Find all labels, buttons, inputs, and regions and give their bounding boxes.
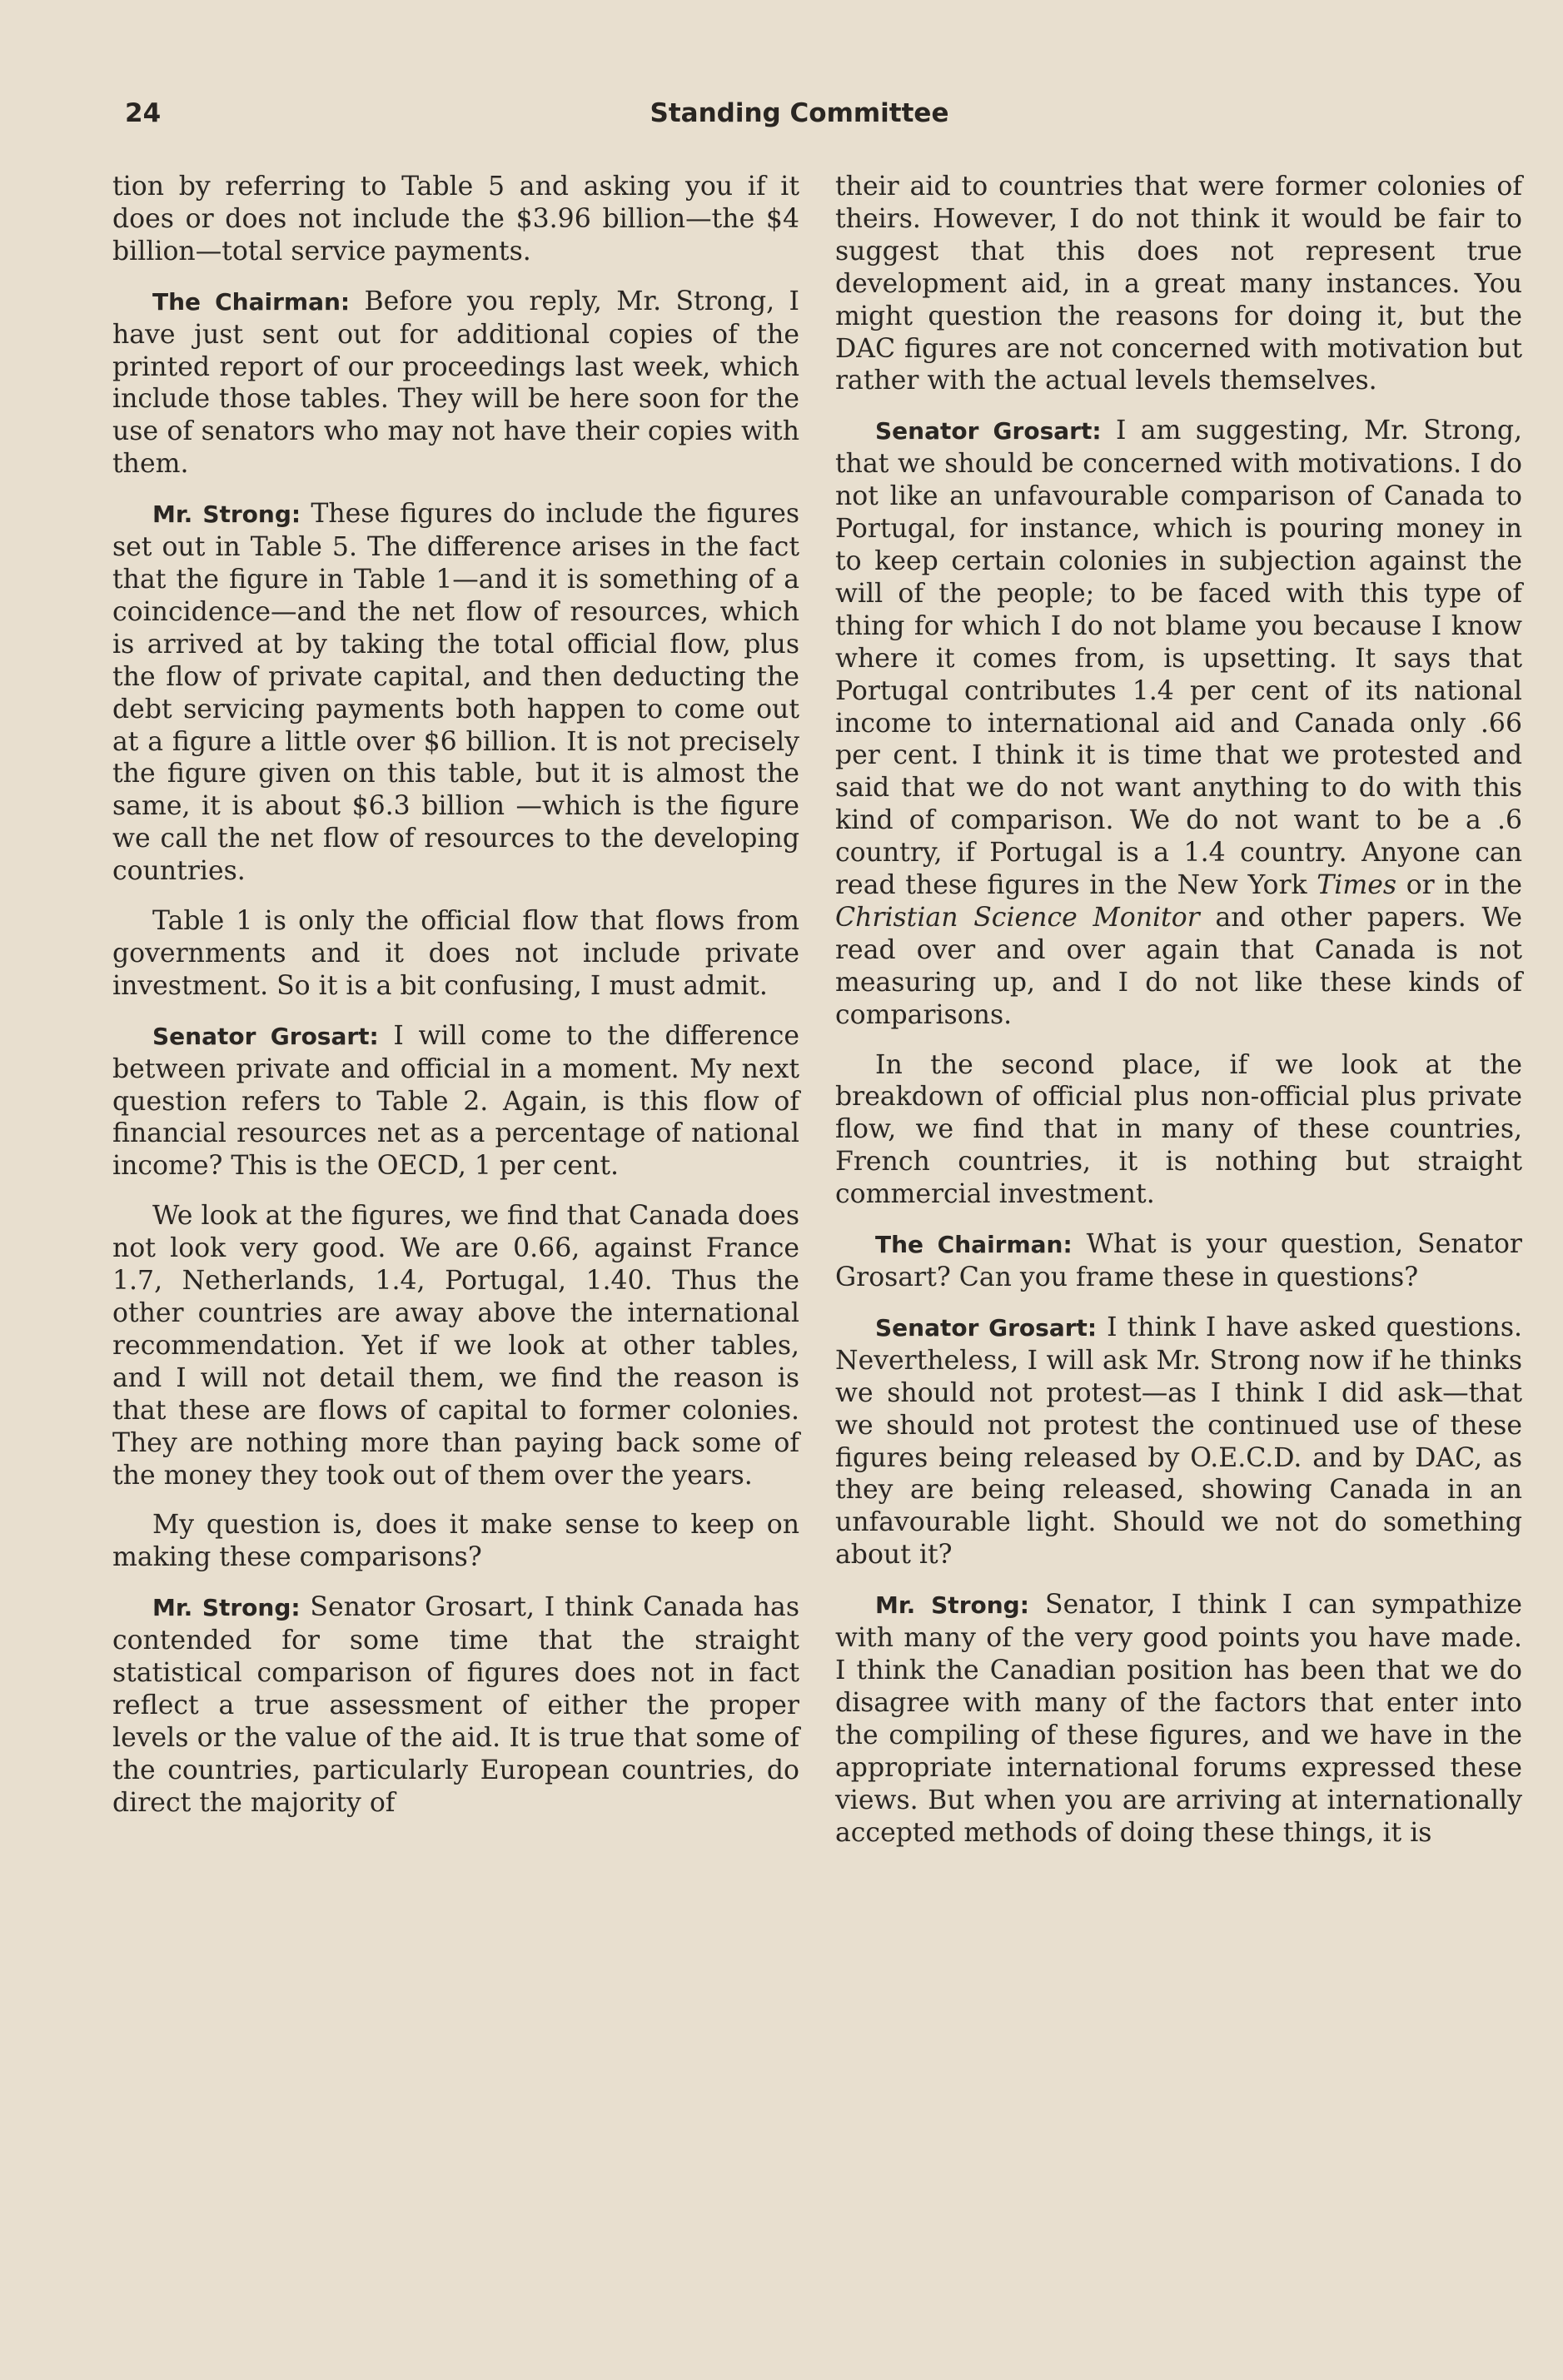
paragraph: [112, 1509, 799, 1574]
speaker-name: Mr. Strong:: [152, 1594, 301, 1622]
paragraph: [112, 171, 799, 268]
paragraph-text: These figures do include the figures set out in Table 5. The difference arises in the fact that the figure in Table 1—and it is something of a coincidence—and the net flow of resources, which is arrived at by taking the total official flow, plus the flow of private capital, and then deducting the debt servicing payments both happen to come out at a figure a little over $6 billion. It is not precisely the figure given on this table, but it is almost the same, it is about $6.3 billion —which is the figure we call the net flow of resources to the developing countries.: [112, 499, 799, 887]
page-header: [125, 98, 1474, 140]
paragraph-text: Table 1 is only the official flow that flows from governments and it does not include private investment. So it is a bit confusing, I must admit.: [112, 906, 799, 1001]
paragraph-text: their aid to countries that were former colonies of theirs. However, I do not think it would be fair to suggest that this does not represent true development aid, in a great many instances. You might question the reasons for doing it, but the DAC figures are not concerned with motivation but rather with the actual levels themselves.: [835, 172, 1522, 396]
paragraph-text: I will come to the difference between private and official in a moment. My next question refers to Table 2. Again, is this flow of financial resources net as a percentage of national income? This is the OECD, 1 per cent.: [112, 1020, 800, 1182]
paragraph-text: tion by referring to Table 5 and asking you if it does or does not include the $3.96 billion—the $4 billion—total service payments.: [112, 172, 799, 266]
speaker-name: Senator Grosart:: [152, 1022, 379, 1050]
paragraph-text: In the second place, if we look at the breakdown of official plus non-official plus private flow, we find that in many of these countries, French countries, it is nothing but straight commercial investment.: [835, 1049, 1522, 1210]
paragraph: [112, 905, 799, 1003]
paragraph: [835, 1228, 1522, 1294]
paragraph: [112, 1020, 799, 1183]
paragraph: [112, 1591, 799, 1819]
paragraph: [835, 415, 1522, 1031]
newspaper-title: Christian Science Monitor: [835, 902, 1200, 933]
paragraph-text: Senator Grosart, I think Canada has contended for some time that the straight statistical comparison of figures does not in fact reflect a true assessment of either the proper levels or the value of the aid. It is true that some of the countries, particularly European countries, do direct the majority of: [112, 1592, 800, 1818]
paragraph: [835, 1049, 1522, 1212]
paragraph: [835, 1312, 1522, 1571]
page-number: 24: [125, 98, 162, 128]
paragraph-text: Senator, I think I can sympathize with many of the very good points you have made. I think the Canadian position has been that we do disagree with many of the factors that enter into the compiling of these figures, and we have in the appropriate international forums expressed these views. But when you are arriving at internationally accepted methods of doing these things, it is: [835, 1590, 1522, 1848]
paragraph-text: My question is, does it make sense to keep on making these comparisons?: [112, 1510, 799, 1573]
paragraph-text: We look at the figures, we find that Canada does not look very good. We are 0.66, against France 1.7, Netherlands, 1.4, Portugal, 1.40. Thus the other countries are away above the international recommendation. Yet if we look at other tables, and I will not detail them, we find the reason is that these are flows of capital to former colonies. They are nothing more than paying back some of the money they took out of them over the years.: [112, 1201, 799, 1491]
speaker-name: The Chairman:: [152, 287, 351, 316]
paragraph: [112, 286, 799, 480]
paragraph-text: or in the: [1406, 870, 1523, 901]
left-column: [112, 171, 799, 1837]
speaker-name: Senator Grosart:: [875, 1313, 1098, 1342]
paragraph-text: What is your question, Senator Grosart? Can you frame these in questions?: [835, 1229, 1522, 1292]
paragraph: [112, 498, 799, 888]
right-column: [835, 171, 1522, 1866]
speaker-name: Senator Grosart:: [875, 417, 1102, 446]
paragraph-text: I think I have asked questions. Nevertheless, I will ask Mr. Strong now if he thinks we should not protest—as I think I did ask—that we should not protest the continued use of these figures being released by O.E.C.D. and by DAC, as they are being released, showing Canada in an unfavourable light. Should we not do something about it?: [835, 1312, 1523, 1571]
paragraph-text: and other papers. We read over and over again that Canada is not measuring up, and I do not like these kinds of comparisons.: [835, 902, 1522, 1030]
paragraph: [112, 1200, 799, 1491]
speaker-name: The Chairman:: [875, 1231, 1073, 1259]
paragraph-text: I am suggesting, Mr. Strong, that we should be concerned with motivations. I do not like an unfavourable comparison of Canada to Portugal, for instance, which is pouring money in to keep certain colonies in subjection against the will of the people; to be faced with this type of thing for which I do not blame you because I know where it comes from, is upsetting. It says that Portugal contributes 1.4 per cent of its national income to international aid and Canada only .66 per cent. I think it is time that we protested and said that we do not want anything to do with this kind of comparison. We do not want to be a .6 country, if Portugal is a 1.4 country. Anyone can read these figures in the New York: [835, 416, 1522, 901]
newspaper-title: Times: [1317, 870, 1397, 901]
speaker-name: Mr. Strong:: [875, 1591, 1029, 1620]
speaker-name: Mr. Strong:: [152, 500, 301, 529]
paragraph-text: Before you reply, Mr. Strong, I have just sent out for additional copies of the printed report of our proceedings last week, which include those tables. They will be here soon for the use of senators who may not have their copies with them.: [112, 286, 799, 480]
paragraph: [835, 1589, 1522, 1849]
paragraph: [835, 171, 1522, 397]
running-head: Standing Committee: [650, 98, 949, 128]
